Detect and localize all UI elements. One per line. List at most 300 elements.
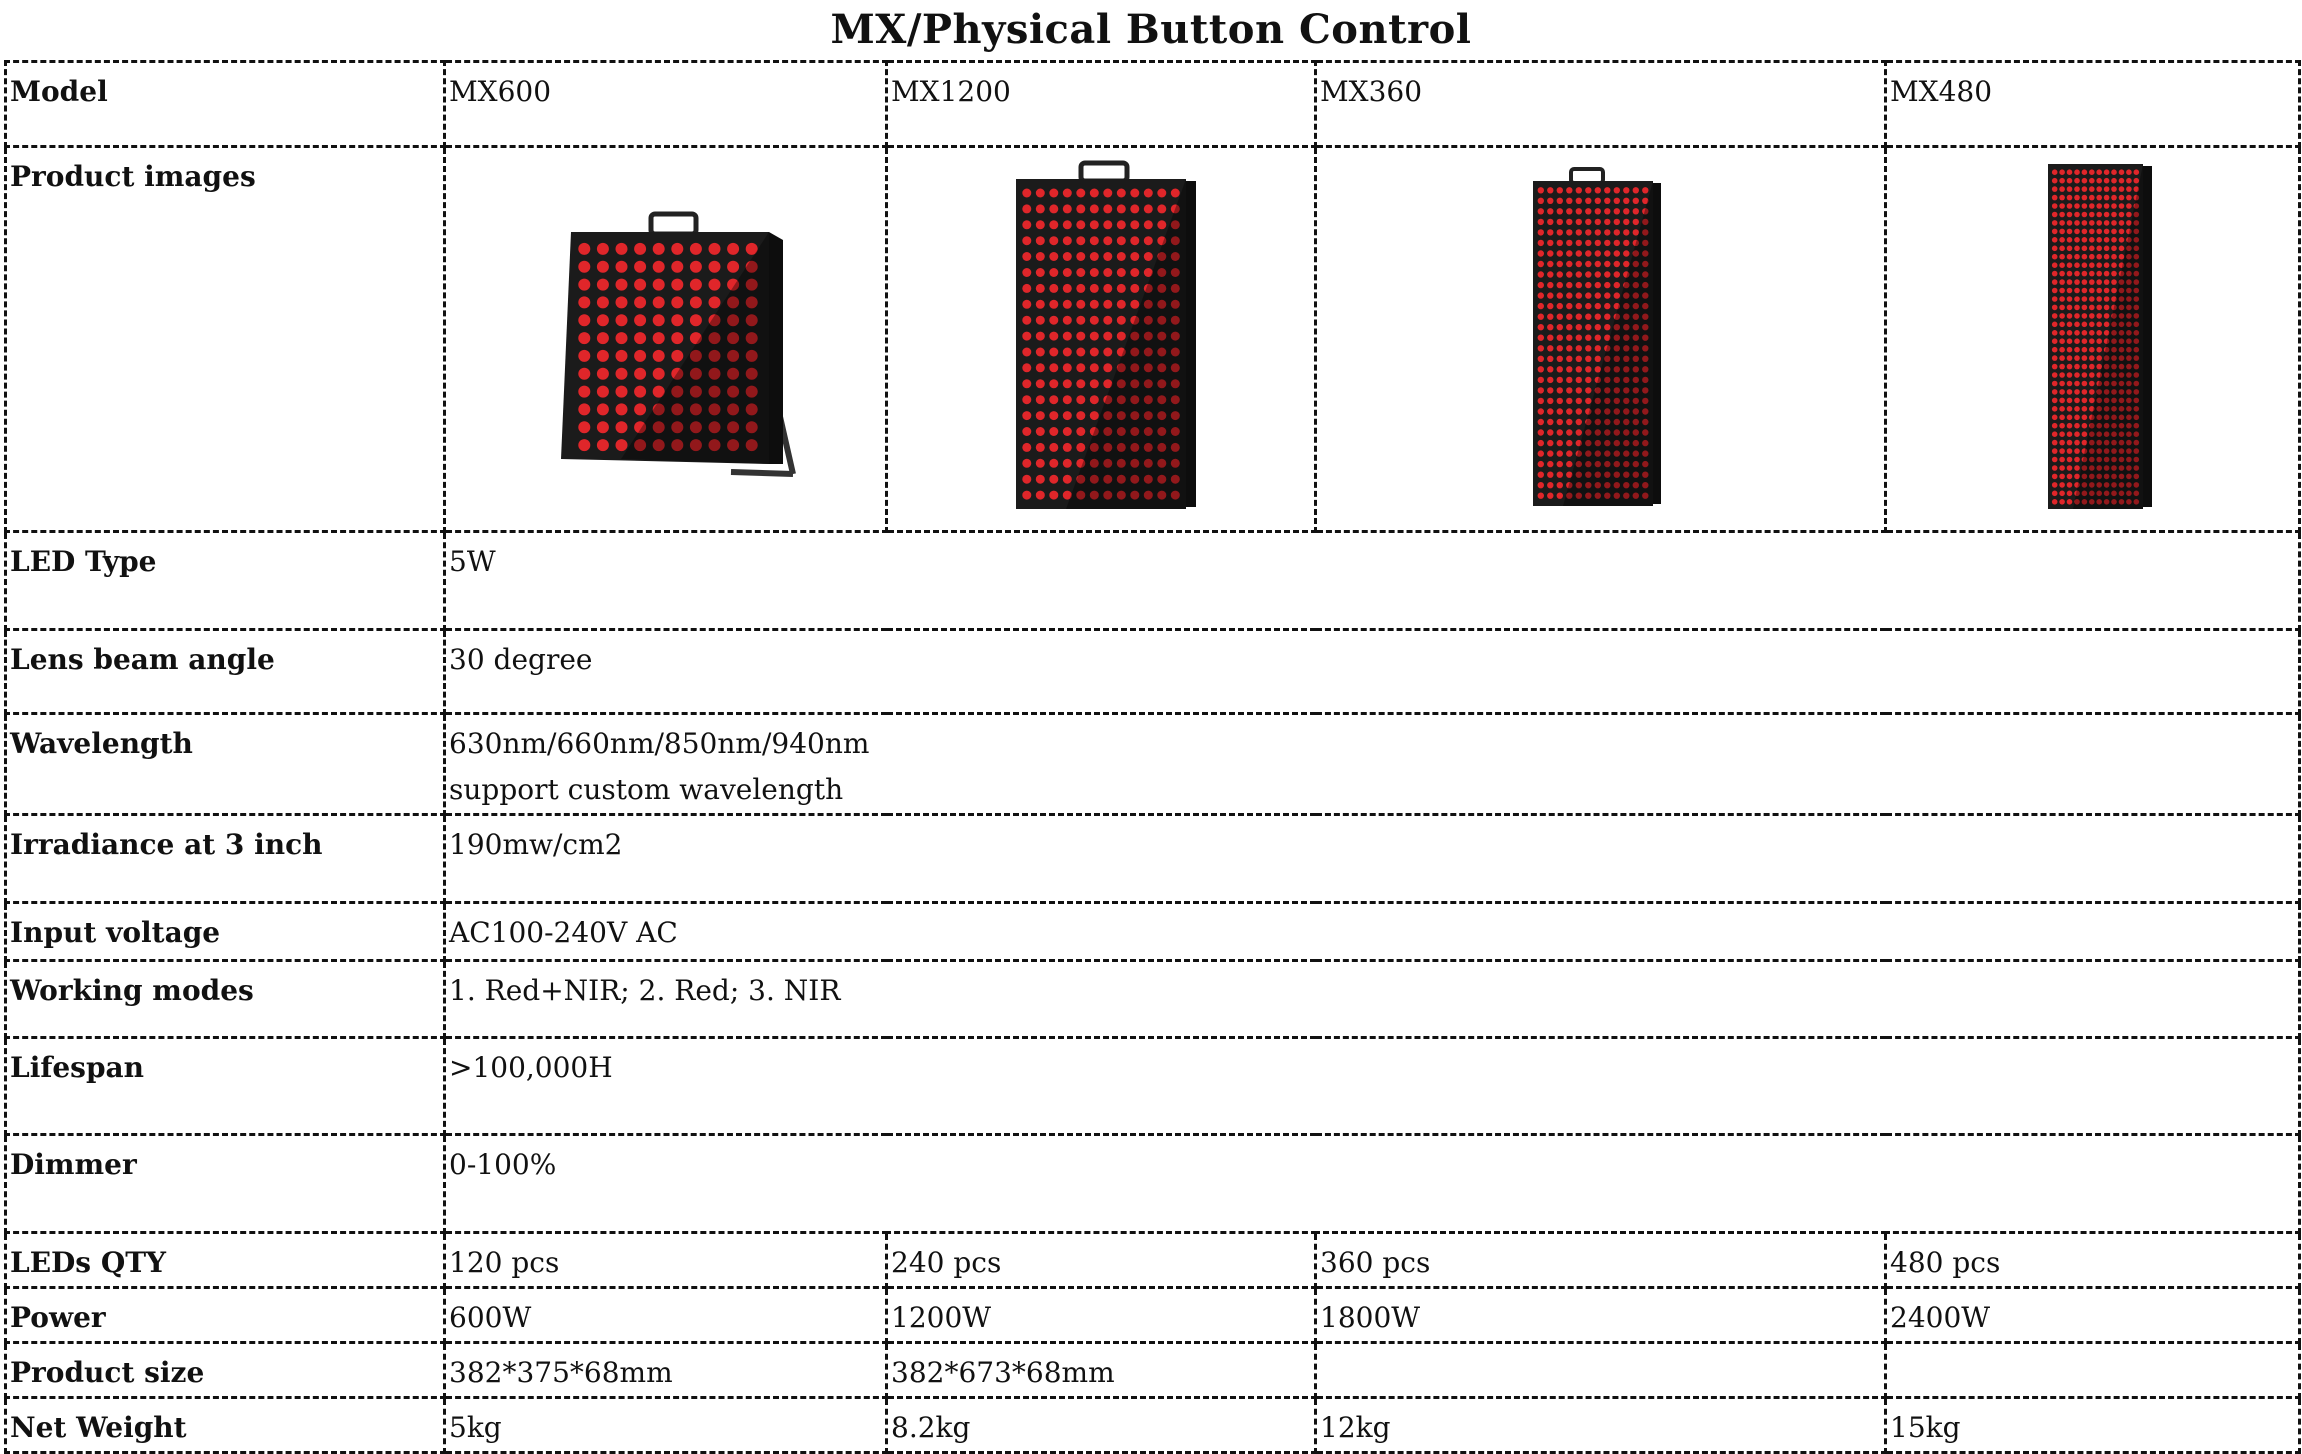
led-dot — [1556, 324, 1562, 330]
led-dot — [2081, 262, 2087, 268]
led-dot — [578, 403, 590, 415]
led-dot — [1556, 482, 1562, 488]
led-dot — [1566, 187, 1572, 193]
led-dot — [2081, 203, 2087, 209]
led-dot — [1594, 271, 1600, 277]
led-dot — [1585, 187, 1591, 193]
led-dot — [1575, 250, 1581, 256]
led-dot — [1076, 204, 1085, 213]
led-dot — [1036, 204, 1045, 213]
led-dot — [1575, 324, 1581, 330]
mx360-panel-image — [1501, 159, 1701, 519]
led-dot — [1566, 219, 1572, 225]
led-dot — [1623, 198, 1629, 204]
led-dot — [634, 332, 646, 344]
led-dot — [1556, 198, 1562, 204]
led-dot — [1632, 198, 1638, 204]
led-dot — [1076, 395, 1085, 404]
led-dot — [1103, 204, 1112, 213]
row-label-voltage: Input voltage — [6, 903, 445, 961]
led-dot — [2074, 457, 2080, 463]
led-dot — [2059, 313, 2065, 319]
led-dot — [1547, 292, 1553, 298]
led-dot — [2051, 178, 2057, 184]
led-dot — [2051, 212, 2057, 218]
led-dot — [2051, 431, 2057, 437]
led-dot — [2051, 330, 2057, 336]
led-dot — [2111, 229, 2117, 235]
led-dot — [2059, 296, 2065, 302]
led-dot — [1566, 271, 1572, 277]
row-label-dimmer: Dimmer — [6, 1135, 445, 1233]
led-dot — [1537, 461, 1543, 467]
led-dot — [1063, 459, 1072, 468]
row-label-wavelength: Wavelength — [6, 714, 445, 815]
led-dot — [2051, 465, 2057, 471]
led-dot — [1566, 303, 1572, 309]
led-dot — [652, 296, 664, 308]
led-dot — [2066, 364, 2072, 370]
led-dot — [1623, 250, 1629, 256]
led-dot — [2089, 212, 2095, 218]
led-dot — [1556, 461, 1562, 467]
led-dot — [1049, 300, 1058, 309]
led-dot — [1130, 300, 1139, 309]
led-dot — [2096, 203, 2102, 209]
led-dot — [2051, 279, 2057, 285]
led-dot — [1547, 472, 1553, 478]
led-dot — [2074, 406, 2080, 412]
led-dot — [2066, 313, 2072, 319]
led-dot — [1613, 198, 1619, 204]
led-dot — [1556, 356, 1562, 362]
table-row-voltage — [6, 903, 2300, 961]
led-dot — [2066, 212, 2072, 218]
led-dot — [1063, 189, 1072, 198]
led-dot — [1585, 250, 1591, 256]
led-dot — [1090, 348, 1099, 357]
led-dot — [2066, 448, 2072, 454]
led-dot — [1566, 345, 1572, 351]
led-dot — [1642, 187, 1648, 193]
led-dot — [1556, 429, 1562, 435]
led-dot — [1604, 261, 1610, 267]
led-dot — [2051, 195, 2057, 201]
led-dot — [2118, 254, 2124, 260]
led-dot — [2103, 212, 2109, 218]
led-dot — [1049, 252, 1058, 261]
led-dot — [1575, 429, 1581, 435]
led-dot — [2074, 262, 2080, 268]
led-dot — [2081, 372, 2087, 378]
led-dot — [1575, 419, 1581, 425]
led-dot — [578, 350, 590, 362]
led-dot — [1537, 219, 1543, 225]
led-dot — [1566, 198, 1572, 204]
table-row-dimmer — [6, 1135, 2300, 1233]
weight-cell-4: 15kg — [1886, 1398, 2300, 1453]
led-dot — [2059, 465, 2065, 471]
led-dot — [2081, 279, 2087, 285]
led-dot — [2081, 212, 2087, 218]
led-dot — [1144, 189, 1153, 198]
led-dot — [1575, 408, 1581, 414]
led-dot — [1022, 379, 1031, 388]
led-dot — [2074, 423, 2080, 429]
led-dot — [1090, 316, 1099, 325]
led-dot — [2059, 279, 2065, 285]
led-dot — [2096, 195, 2102, 201]
led-dot — [1537, 187, 1543, 193]
led-dot — [2118, 237, 2124, 243]
led-dot — [2089, 279, 2095, 285]
led-dot — [1036, 284, 1045, 293]
irradiance-value: 190mw/cm2 — [445, 815, 2300, 903]
led-dot — [1537, 271, 1543, 277]
led-dot — [2111, 203, 2117, 209]
led-dot — [1594, 250, 1600, 256]
led-dot — [596, 368, 608, 380]
led-dot — [1537, 345, 1543, 351]
led-dot — [1623, 187, 1629, 193]
led-dot — [1547, 387, 1553, 393]
led-dot — [2066, 347, 2072, 353]
led-type-value: 5W — [445, 532, 2300, 630]
led-dot — [2074, 288, 2080, 294]
led-dot — [1063, 268, 1072, 277]
led-dot — [2089, 254, 2095, 260]
led-dot — [1613, 292, 1619, 298]
led-dot — [2089, 195, 2095, 201]
led-dot — [2051, 322, 2057, 328]
led-dot — [1604, 240, 1610, 246]
led-dot — [1537, 240, 1543, 246]
led-dot — [634, 350, 646, 362]
led-dot — [1566, 240, 1572, 246]
led-dot — [1049, 348, 1058, 357]
power-cell-4: 2400W — [1886, 1288, 2300, 1343]
led-dot — [2066, 423, 2072, 429]
led-dot — [578, 243, 590, 255]
led-dot — [1623, 229, 1629, 235]
led-dot — [2051, 271, 2057, 277]
led-dot — [1090, 236, 1099, 245]
led-dot — [1117, 316, 1126, 325]
led-dot — [2059, 440, 2065, 446]
led-dot — [1585, 303, 1591, 309]
led-dot — [1022, 268, 1031, 277]
led-dot — [2051, 305, 2057, 311]
led-dot — [1537, 408, 1543, 414]
led-dot — [1117, 332, 1126, 341]
mx1200-panel-image — [986, 159, 1216, 519]
led-dot — [1049, 411, 1058, 420]
led-dot — [596, 243, 608, 255]
led-dot — [1566, 419, 1572, 425]
led-dot — [1594, 229, 1600, 235]
led-dot — [2066, 296, 2072, 302]
led-dot — [1036, 491, 1045, 500]
led-dot — [1585, 219, 1591, 225]
led-dot — [1144, 236, 1153, 245]
led-dot — [708, 243, 720, 255]
led-dot — [2081, 229, 2087, 235]
led-dot — [1063, 395, 1072, 404]
table-row-model — [6, 62, 2300, 147]
led-dot — [1613, 282, 1619, 288]
led-dot — [2074, 186, 2080, 192]
led-dot — [1036, 236, 1045, 245]
led-dot — [2051, 288, 2057, 294]
led-dot — [1566, 292, 1572, 298]
led-dot — [1613, 229, 1619, 235]
led-dot — [2103, 178, 2109, 184]
led-dot — [1556, 303, 1562, 309]
led-dot — [1623, 219, 1629, 225]
led-dot — [1547, 345, 1553, 351]
led-dot — [2096, 296, 2102, 302]
led-dot — [2051, 482, 2057, 488]
led-dot — [1575, 240, 1581, 246]
led-dot — [2074, 169, 2080, 175]
led-dot — [2074, 279, 2080, 285]
led-dot — [1575, 282, 1581, 288]
led-dot — [2051, 169, 2057, 175]
led-dot — [2074, 338, 2080, 344]
led-dot — [1547, 229, 1553, 235]
led-dot — [2059, 322, 2065, 328]
led-dot — [2059, 448, 2065, 454]
led-dot — [2066, 220, 2072, 226]
led-dot — [2074, 372, 2080, 378]
size-cell-4 — [1886, 1343, 2300, 1398]
led-dot — [2096, 237, 2102, 243]
led-dot — [1604, 324, 1610, 330]
led-dot — [1130, 204, 1139, 213]
led-dot — [1566, 429, 1572, 435]
led-dot — [596, 439, 608, 451]
led-dot — [1575, 335, 1581, 341]
led-dot — [1575, 208, 1581, 214]
led-dot — [578, 439, 590, 451]
led-dot — [2059, 212, 2065, 218]
row-label-size: Product size — [6, 1343, 445, 1398]
led-dot — [1585, 292, 1591, 298]
led-dot — [2096, 288, 2102, 294]
led-dot — [1585, 366, 1591, 372]
led-dot — [2096, 254, 2102, 260]
led-dot — [2066, 262, 2072, 268]
image-cell-3 — [1316, 147, 1886, 532]
led-dot — [1594, 198, 1600, 204]
led-dot — [1575, 314, 1581, 320]
led-dot — [615, 314, 627, 326]
led-dot — [1130, 252, 1139, 261]
led-dot — [2081, 271, 2087, 277]
led-dot — [1594, 366, 1600, 372]
led-dot — [1575, 271, 1581, 277]
led-dot — [1566, 450, 1572, 456]
led-dot — [2089, 203, 2095, 209]
led-dot — [1537, 229, 1543, 235]
led-dot — [671, 243, 683, 255]
led-dot — [1594, 261, 1600, 267]
led-dot — [2118, 178, 2124, 184]
led-dot — [2066, 186, 2072, 192]
led-dot — [1604, 292, 1610, 298]
led-dot — [2059, 372, 2065, 378]
led-dot — [1575, 261, 1581, 267]
led-dot — [2089, 330, 2095, 336]
led-dot — [1594, 292, 1600, 298]
led-dot — [1575, 187, 1581, 193]
led-dot — [2066, 355, 2072, 361]
led-dot — [2074, 330, 2080, 336]
led-dot — [615, 261, 627, 273]
led-dot — [1556, 219, 1562, 225]
led-dot — [1613, 261, 1619, 267]
led-dot — [2074, 389, 2080, 395]
table-row-size — [6, 1343, 2300, 1398]
led-dot — [2081, 186, 2087, 192]
led-dot — [596, 350, 608, 362]
led-dot — [2066, 203, 2072, 209]
led-dot — [1036, 348, 1045, 357]
mx480-panel-image — [2003, 154, 2183, 524]
led-dot — [596, 403, 608, 415]
led-dot — [2059, 186, 2065, 192]
led-dot — [1063, 332, 1072, 341]
led-dot — [1556, 292, 1562, 298]
led-dot — [2051, 186, 2057, 192]
led-dot — [1585, 314, 1591, 320]
led-dot — [1594, 335, 1600, 341]
led-dot — [2089, 288, 2095, 294]
led-dot — [1063, 284, 1072, 293]
led-dot — [1103, 189, 1112, 198]
led-dot — [2089, 338, 2095, 344]
led-dot — [652, 332, 664, 344]
led-dot — [1063, 411, 1072, 420]
power-cell-2: 1200W — [887, 1288, 1316, 1343]
led-dot — [2074, 220, 2080, 226]
led-dot — [1103, 236, 1112, 245]
led-dot — [2081, 431, 2087, 437]
led-dot — [1575, 356, 1581, 362]
led-dot — [2074, 296, 2080, 302]
led-dot — [1547, 187, 1553, 193]
led-dot — [1036, 268, 1045, 277]
image-cell-1 — [445, 147, 887, 532]
led-dot — [2081, 220, 2087, 226]
led-dot — [1594, 282, 1600, 288]
led-dot — [1063, 316, 1072, 325]
led-dot — [1022, 204, 1031, 213]
led-dot — [1556, 187, 1562, 193]
led-dot — [596, 386, 608, 398]
led-dot — [1594, 324, 1600, 330]
led-dot — [1063, 300, 1072, 309]
image-cell-4 — [1886, 147, 2300, 532]
led-dot — [2081, 423, 2087, 429]
led-dot — [1547, 461, 1553, 467]
led-dot — [652, 368, 664, 380]
led-dot — [2074, 212, 2080, 218]
led-dot — [652, 243, 664, 255]
led-dot — [2074, 271, 2080, 277]
led-dot — [1036, 379, 1045, 388]
led-dot — [1036, 443, 1045, 452]
led-dot — [2059, 389, 2065, 395]
leds-qty-cell-1: 120 pcs — [445, 1233, 887, 1288]
led-dot — [2066, 406, 2072, 412]
led-dot — [1566, 229, 1572, 235]
row-label-modes: Working modes — [6, 961, 445, 1038]
led-dot — [1585, 282, 1591, 288]
led-dot — [2096, 313, 2102, 319]
led-dot — [578, 332, 590, 344]
led-dot — [1566, 366, 1572, 372]
led-dot — [2133, 178, 2139, 184]
led-dot — [1076, 411, 1085, 420]
led-dot — [1547, 261, 1553, 267]
led-dot — [634, 261, 646, 273]
led-dot — [2126, 212, 2132, 218]
led-dot — [1049, 316, 1058, 325]
led-dot — [2089, 381, 2095, 387]
led-dot — [1623, 208, 1629, 214]
led-dot — [1022, 300, 1031, 309]
led-dot — [2081, 338, 2087, 344]
led-dot — [1144, 220, 1153, 229]
led-dot — [1547, 219, 1553, 225]
model-cell-4: MX480 — [1886, 62, 2300, 147]
led-dot — [2059, 330, 2065, 336]
led-dot — [1049, 236, 1058, 245]
led-dot — [2126, 186, 2132, 192]
led-dot — [2051, 448, 2057, 454]
led-dot — [1566, 356, 1572, 362]
led-dot — [2059, 229, 2065, 235]
led-dot — [2074, 415, 2080, 421]
led-dot — [689, 279, 701, 291]
led-dot — [1076, 332, 1085, 341]
led-dot — [2103, 305, 2109, 311]
led-dot — [2074, 347, 2080, 353]
led-dot — [1566, 314, 1572, 320]
led-dot — [2066, 229, 2072, 235]
led-dot — [1537, 419, 1543, 425]
led-dot — [596, 279, 608, 291]
led-dot — [1537, 440, 1543, 446]
led-dot — [1537, 198, 1543, 204]
led-dot — [1604, 208, 1610, 214]
led-dot — [2051, 440, 2057, 446]
led-dot — [2051, 246, 2057, 252]
led-dot — [2103, 203, 2109, 209]
led-dot — [2081, 415, 2087, 421]
led-dot — [1537, 482, 1543, 488]
led-dot — [1022, 189, 1031, 198]
led-dot — [1022, 316, 1031, 325]
led-dot — [2089, 246, 2095, 252]
led-dot — [1049, 395, 1058, 404]
led-dot — [1022, 236, 1031, 245]
led-dot — [1090, 300, 1099, 309]
led-dot — [1076, 220, 1085, 229]
led-dot — [671, 350, 683, 362]
led-dot — [2118, 195, 2124, 201]
